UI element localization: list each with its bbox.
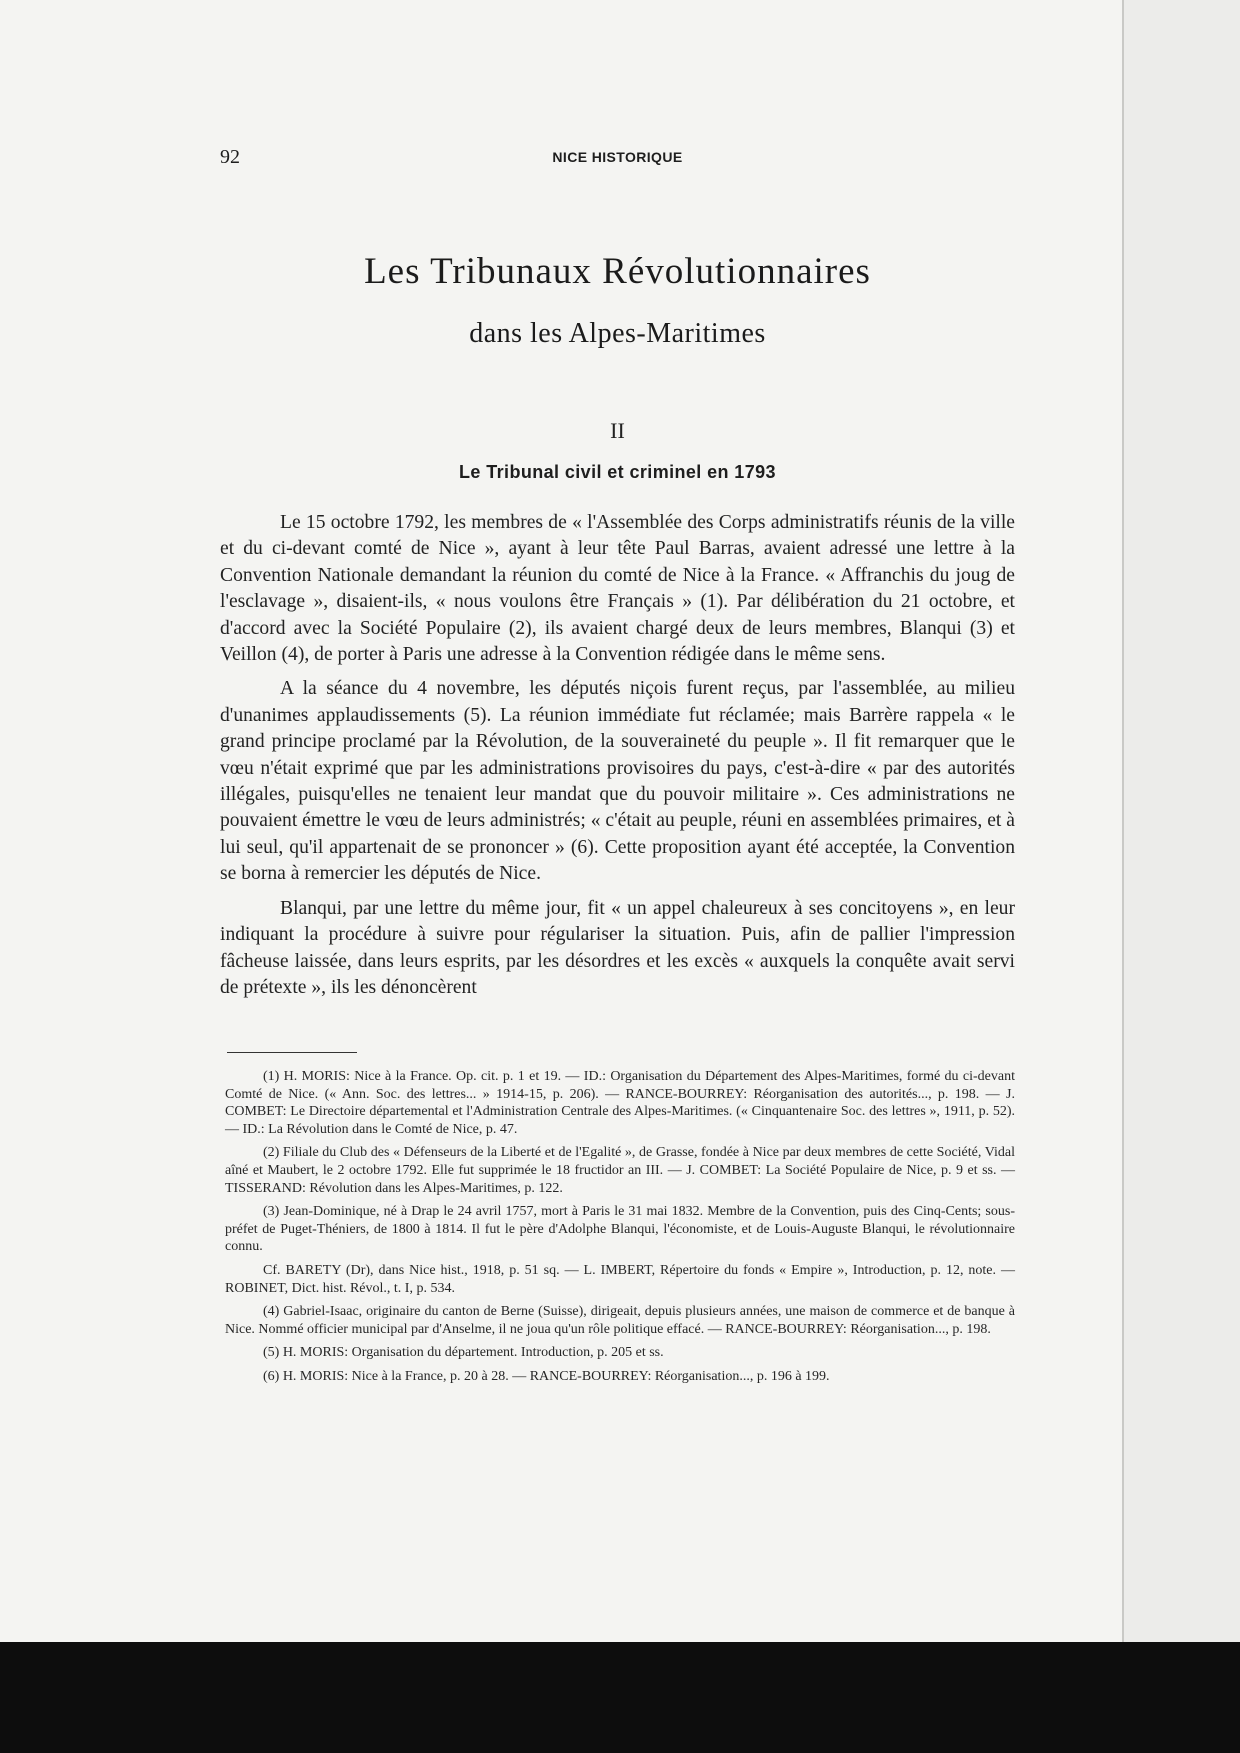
next-page-edge — [1122, 0, 1240, 1642]
page-number: 92 — [220, 146, 240, 168]
footnote: Cf. BARETY (Dr), dans Nice hist., 1918, p. 51 sq. — L. IMBERT, Répertoire du fonds « Empire », Introduction, p. 12, note. — ROBINET, Dict. hist. Révol., t. I, p. 534. — [225, 1262, 1015, 1296]
journal-title: NICE HISTORIQUE — [552, 149, 683, 165]
footnote: (4) Gabriel-Isaac, originaire du canton de Berne (Suisse), dirigeait, depuis plusieurs années, une maison de commerce et de banque à Nice. Nommé officier municipal par d'Anselme, il ne joua qu'un rôle politique effacé. — RANCE-BOURREY: Réorganisation..., p. 198. — [225, 1304, 1015, 1337]
footnote: (2) Filiale du Club des « Défenseurs de la Liberté et de l'Egalité », de Grasse, fondée à Nice par deux membres de cette Société, Vidal aîné et Maubert, le 2 octobre 1792. Elle fut supprimée le 18 fructidor an III. — J. COMBET: La Société Populaire de Nice, p. 9 et ss. — TISSERAND: Révolution dans les Alpes-Maritimes, p. 122. — [225, 1145, 1015, 1196]
scan-background — [0, 1642, 1240, 1753]
body-text — [220, 510, 1015, 1009]
part-number: II — [610, 418, 625, 443]
footnote: (3) Jean-Dominique, né à Drap le 24 avril 1757, mort à Paris le 31 mai 1832. Membre de la Convention, puis des Cinq-Cents; sous-préfet de Puget-Théniers, de 1800 à 1814. Il fut le père d'Adolphe Blanqui, l'économiste, et de Louis-Auguste Blanqui, le révolutionnaire connu. — [225, 1204, 1015, 1255]
paragraph: Blanqui, par une lettre du même jour, fit « un appel chaleureux à ses concitoyens », en leur indiquant la procédure à suivre pour régulariser la situation. Puis, afin de pallier l'impression fâcheuse laissée, dans leurs esprits, par les désordres et les excès « auxquels la conquête avait servi de prétexte », ils les dénoncèrent — [220, 897, 1015, 998]
paragraph: Le 15 octobre 1792, les membres de « l'Assemblée des Corps administratifs réunis de la ville et du ci-devant comté de Nice », ayant à leur tête Paul Barras, avaient adressé une lettre à la Convention Nationale demandant la réunion du comté de Nice à la France. « Affranchis du joug de l'esclavage », disaient-ils, « nous voulons être Français » (1). Par délibération du 21 octobre, et d'accord avec la Société Populaire (2), ils avaient chargé deux de leurs membres, Blanqui (3) et Veillon (4), de porter à Paris une adresse à la Convention rédigée dans le même sens. — [220, 512, 1015, 666]
footnote: (6) H. MORIS: Nice à la France, p. 20 à 28. — RANCE-BOURREY: Réorganisation..., p. 196 à 199. — [263, 1368, 830, 1384]
article-title: Les Tribunaux Révolutionnaires — [364, 251, 871, 292]
footnote: (5) H. MORIS: Organisation du département. Introduction, p. 205 et ss. — [263, 1345, 664, 1361]
section-title: Le Tribunal civil et criminel en 1793 — [459, 462, 776, 482]
footnote-separator — [227, 1052, 357, 1053]
paragraph: A la séance du 4 novembre, les députés niçois furent reçus, par l'assemblée, au milieu d'unanimes applaudissements (5). La réunion immédiate fut réclamée; mais Barrère rappela « le grand principe proclamé par la Révolution, de la souveraineté du peuple ». Il fit remarquer que le vœu n'était exprimé que par les administrations provisoires du pays, c'est-à-dire « par des autorités illégales, puisqu'elles ne tenaient leur mandat que du pouvoir militaire ». Ces administrations ne pouvaient émettre le vœu de leurs administrés; « c'était au peuple, réuni en assemblées primaires, et à lui seul, qu'il appartenait de se prononcer » (6). Cette proposition ayant été acceptée, la Convention se borna à remercier les députés de Nice. — [220, 678, 1015, 885]
running-header — [220, 146, 1015, 170]
footnotes — [225, 1068, 1015, 1392]
footnote: (1) H. MORIS: Nice à la France. Op. cit. p. 1 et 19. — ID.: Organisation du Département des Alpes-Maritimes, formé du ci-devant Comté de Nice. (« Ann. Soc. des lettres... » 1914-15, p. 206). — RANCE-BOURREY: Réorganisation des autorités..., p. 198. — J. COMBET: Le Directoire départemental et l'Administration Centrale des Alpes-Maritimes. (« Cinquantenaire Soc. des lettres », 1911, p. 52). — ID.: La Révolution dans le Comté de Nice, p. 47. — [225, 1069, 1015, 1137]
article-subtitle: dans les Alpes-Maritimes — [469, 318, 766, 349]
